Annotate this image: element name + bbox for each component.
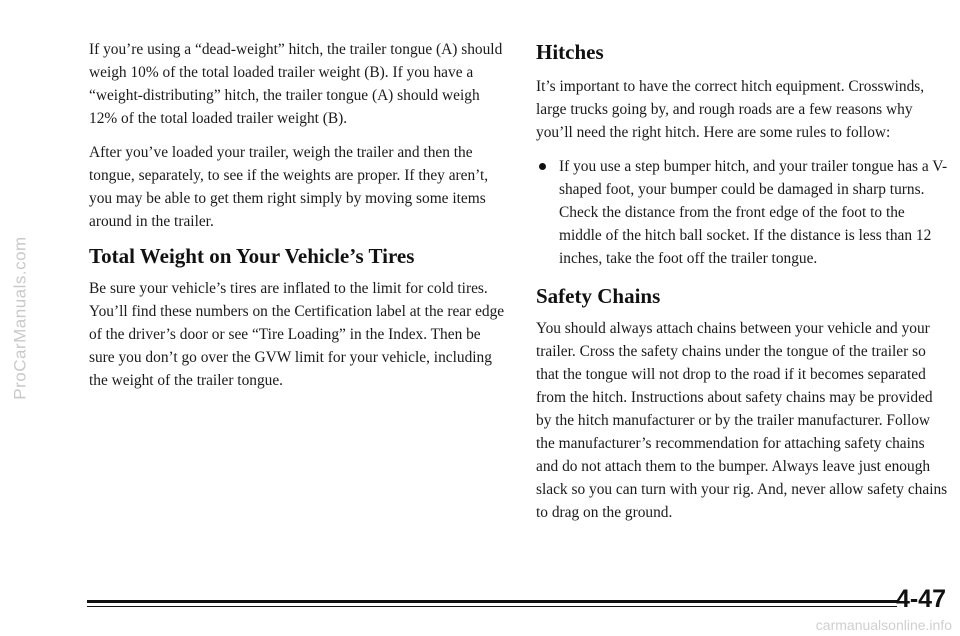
- bullet-dot-icon: [539, 163, 546, 170]
- bullet-text: If you use a step bumper hitch, and your trailer tongue has a V-shaped foot, your bumper could be damaged in sharp turns. Check the distance from the front edge of the foot to the middle of the hitch ball socket. If the distance is less than 12 inches, take the foot off the trailer tongue.: [559, 158, 948, 267]
- tires-weight-paragraph: Be sure your vehicle’s tires are inflated to the limit for cold tires. You’ll find these numbers on the Certification label at the rear edge of the driver’s door or see “Tire Loading” in the Index. Then be sure you don’t go over the GVW limit for your vehicle, including the weight of the trailer tongue.: [89, 280, 505, 389]
- watermark-carmanualsonline: carmanualsonline.info: [815, 617, 952, 633]
- hitches-heading: Hitches: [536, 40, 604, 64]
- hitch-weight-paragraph: If you’re using a “dead-weight” hitch, the trailer tongue (A) should weigh 10% of the total loaded trailer weight (B). If you have a “weight-distributing” hitch, the trailer tongue (A) should weigh 12% of the total loaded trailer weight (B).: [89, 41, 503, 127]
- safety-chains-heading: Safety Chains: [536, 284, 661, 308]
- left-column: [89, 38, 507, 403]
- footer-rule-thick: [87, 600, 897, 603]
- footer-rule-thin: [87, 606, 897, 607]
- right-column: [536, 40, 948, 535]
- bullet-item-step-bumper: [536, 155, 948, 270]
- safety-chains-paragraph: You should always attach chains between your vehicle and your trailer. Cross the safety chains under the tongue of the trailer so that the tongue will not drop to the road if it becomes separated from the hitch. Instructions about safety chains may be provided by the hitch manufacturer or by the trailer manufacturer. Follow the manufacturer’s recommendation for attaching safety chains and do not attach them to the bumper. Always leave just enough slack so you can turn with your rig. And, never allow safety chains to drag on the ground.: [536, 320, 948, 521]
- page-number: 4-47: [895, 585, 946, 613]
- weigh-trailer-paragraph: After you’ve loaded your trailer, weigh the trailer and then the tongue, separately, to see if the weights are proper. If they aren’t, you may be able to get them right simply by moving some items around in the trailer.: [89, 144, 489, 230]
- hitches-intro-paragraph: It’s important to have the correct hitch equipment. Crosswinds, large trucks going by, and rough roads are a few reasons why you’ll need the right hitch. Here are some rules to follow:: [536, 78, 925, 141]
- watermark-left-text: ProCarManuals.com: [11, 236, 31, 400]
- watermark-procarmanuals: [6, 0, 36, 636]
- tires-weight-heading: Total Weight on Your Vehicle’s Tires: [89, 244, 415, 268]
